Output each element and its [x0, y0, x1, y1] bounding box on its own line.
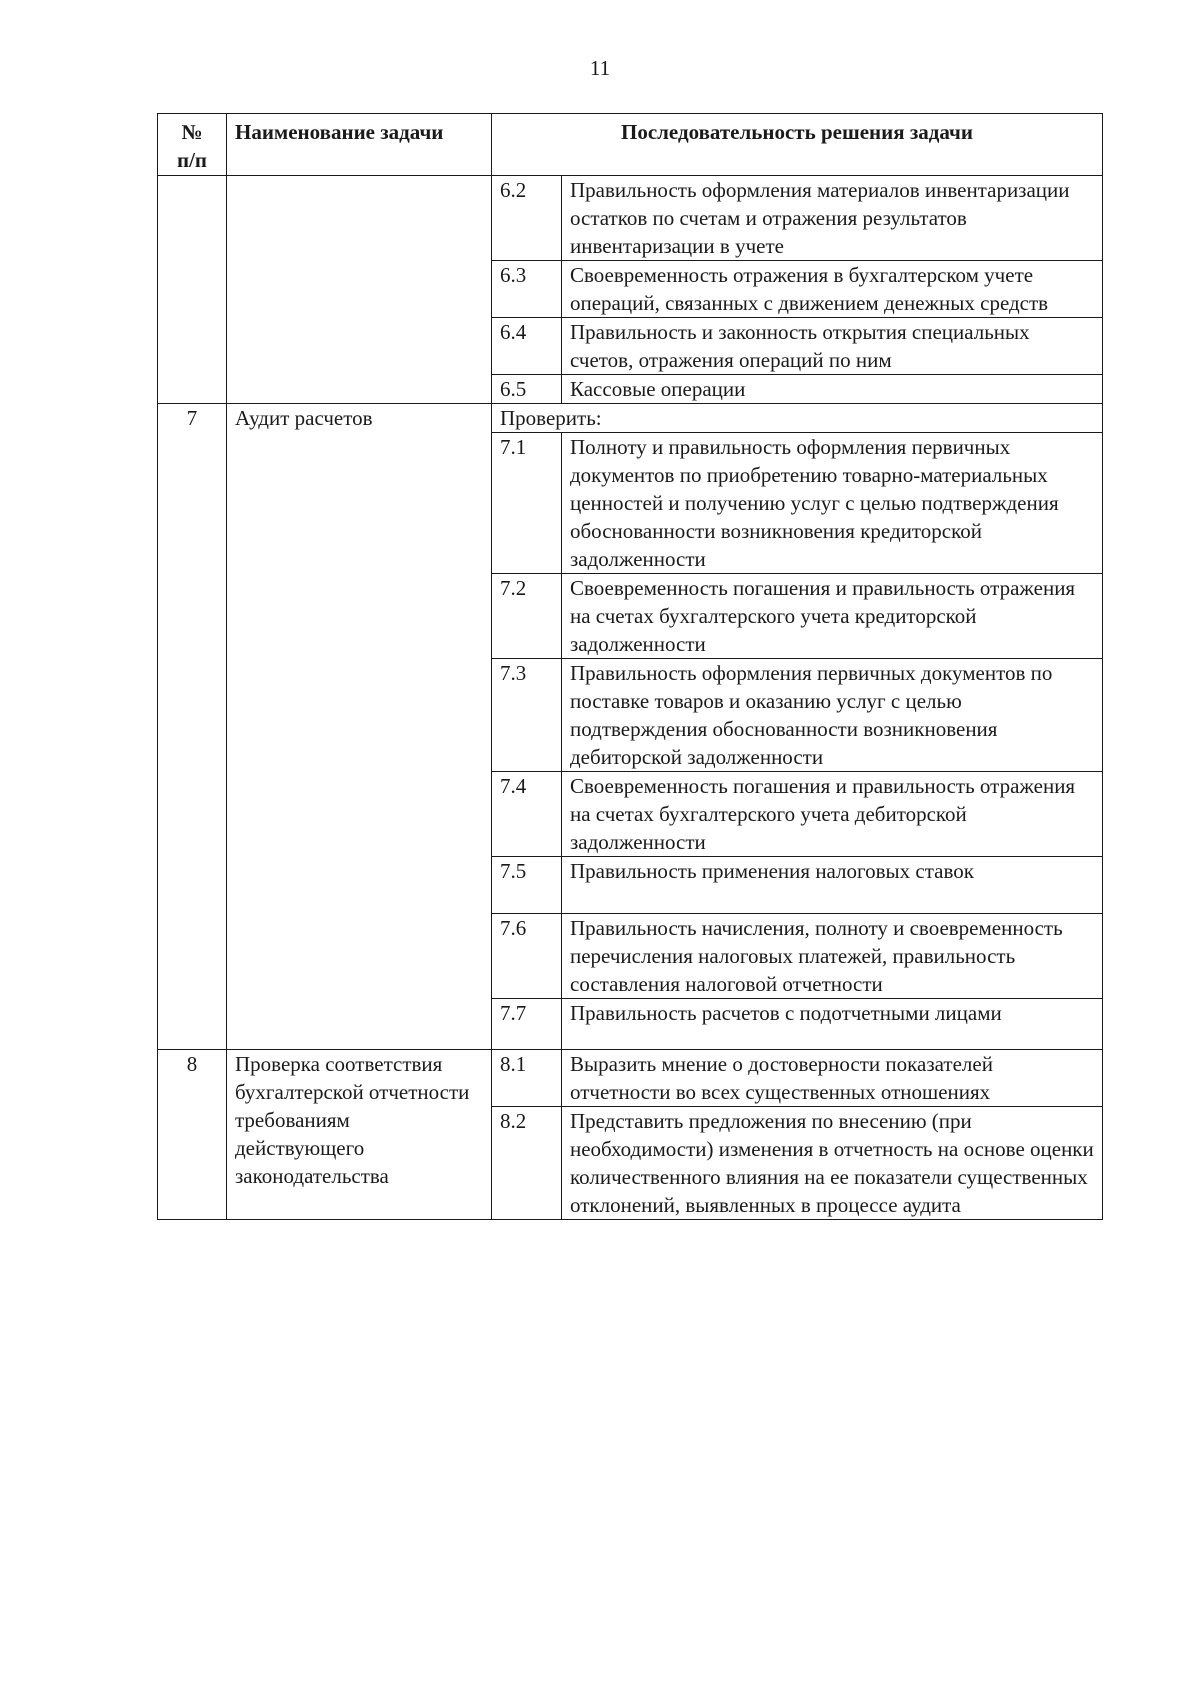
page-number: 11 — [589, 56, 611, 80]
step-code: 7.5 — [492, 857, 562, 914]
step-text-spacer — [562, 1027, 1103, 1050]
step-text: Правильность начисления, полноту и своевременность перечисления налоговых платежей, правильность составления налоговой отчетности — [562, 914, 1103, 999]
table-body — [158, 176, 1103, 1220]
step-text: Своевременность погашения и правильность отражения на счетах бухгалтерского учета дебиторской задолженности — [562, 772, 1103, 857]
step-code: 6.5 — [492, 375, 562, 404]
header-row — [158, 114, 1103, 176]
step-code: 7.1 — [492, 433, 562, 574]
header-task-name: Наименование задачи — [227, 114, 492, 176]
step-text: Выразить мнение о достоверности показателей отчетности во всех существенных отношениях — [562, 1050, 1103, 1107]
step-code: 7.6 — [492, 914, 562, 999]
header-number-line2: п/п — [176, 148, 208, 172]
step-text: Правильность расчетов с подотчетными лицами — [562, 999, 1103, 1028]
task-number-cell — [158, 176, 227, 404]
step-text: Правильность применения налоговых ставок — [562, 857, 1103, 914]
step-code: 7.3 — [492, 659, 562, 772]
step-text: Своевременность погашения и правильность отражения на счетах бухгалтерского учета кредиторской задолженности — [562, 574, 1103, 659]
step-text: Правильность оформления первичных документов по поставке товаров и оказанию услуг с целью подтверждения обоснованности возникновения дебиторской задолженности — [562, 659, 1103, 772]
table-row — [158, 1050, 1103, 1107]
step-code: 7.4 — [492, 772, 562, 857]
step-text: Правильность и законность открытия специальных счетов, отражения операций по ним — [562, 318, 1103, 375]
step-code-spacer — [492, 1027, 562, 1050]
step-text: Правильность оформления материалов инвентаризации остатков по счетам и отражения результатов инвентаризации в учете — [562, 176, 1103, 261]
header-number-line1: № — [181, 120, 203, 144]
table-row — [158, 404, 1103, 433]
step-intro: Проверить: — [492, 404, 1103, 433]
header-sequence: Последовательность решения задачи — [492, 114, 1103, 176]
task-name-cell — [227, 176, 492, 404]
table-header — [158, 114, 1103, 176]
header-number — [158, 114, 227, 176]
step-code: 8.2 — [492, 1107, 562, 1220]
step-code: 6.4 — [492, 318, 562, 375]
task-name: Проверка соответствия бухгалтерской отчетности требованиям действующего законодательства — [227, 1050, 492, 1220]
step-text: Полноту и правильность оформления первичных документов по приобретению товарно-материальных ценностей и получению услуг с целью подтверждения обоснованности возникновения кредиторской задолженности — [562, 433, 1103, 574]
step-code: 7.7 — [492, 999, 562, 1028]
step-text: Представить предложения по внесению (при необходимости) изменения в отчетность на основе оценки количественного влияния на ее показатели существенных отклонений, выявленных в процессе аудита — [562, 1107, 1103, 1220]
task-number: 8 — [158, 1050, 227, 1220]
task-name: Аудит расчетов — [227, 404, 492, 1050]
audit-tasks-table — [157, 113, 1103, 1220]
step-code: 6.3 — [492, 261, 562, 318]
step-text: Своевременность отражения в бухгалтерском учете операций, связанных с движением денежных средств — [562, 261, 1103, 318]
step-code: 7.2 — [492, 574, 562, 659]
table-row — [158, 176, 1103, 261]
step-text: Кассовые операции — [562, 375, 1103, 404]
task-number: 7 — [158, 404, 227, 1050]
step-code: 8.1 — [492, 1050, 562, 1107]
step-code: 6.2 — [492, 176, 562, 261]
